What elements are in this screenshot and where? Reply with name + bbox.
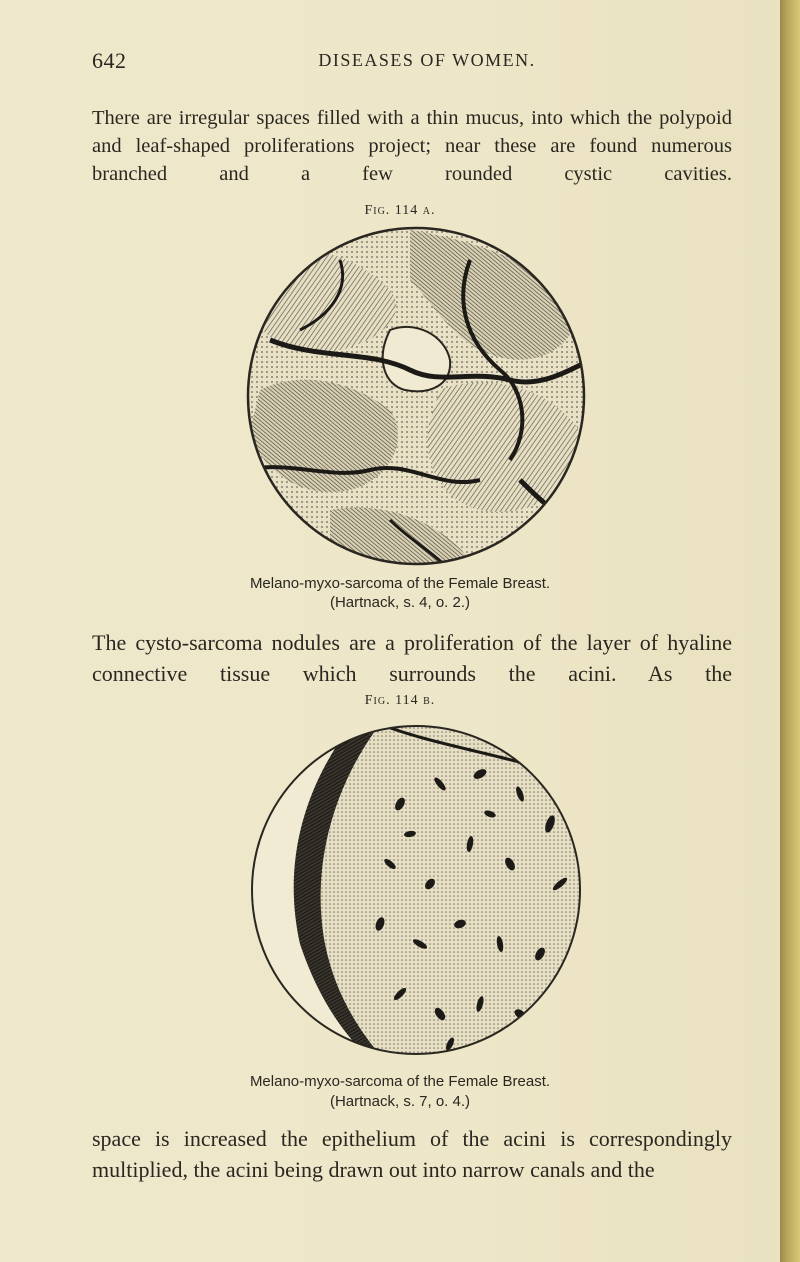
figure-b-label: Fig. 114 b.: [364, 693, 436, 708]
figure-a-caption-source: (Hartnack, s. 4, o. 2.): [329, 594, 471, 611]
figure-b-caption-source: (Hartnack, s. 7, o. 4.): [329, 1093, 471, 1110]
paragraph-2: The cysto-sarcoma nodules are a proliferation of the layer of hyaline connective tissue which surrounds the acini. As the: [92, 630, 732, 686]
figure-b-caption-title: Melano-myxo-sarcoma of the Female Breast.: [249, 1073, 551, 1090]
figure-a-label: Fig. 114 a.: [364, 203, 436, 218]
paragraph-1: There are irregular spaces filled with a thin mucus, into which the polypoid and leaf-shaped proliferations project; near these are found numerous branched and a few rounded cystic cavities.: [92, 107, 732, 185]
page-number: 642: [92, 48, 127, 73]
page-header: [92, 48, 732, 78]
paragraph-3: space is increased the epithelium of the acini is correspondingly multiplied, the acini being drawn out into narrow canals and the: [92, 1126, 732, 1182]
running-head: DISEASES OF WOMEN.: [318, 50, 536, 70]
figure-a-micrograph: [240, 220, 592, 572]
figure-b-micrograph: [240, 714, 592, 1066]
figure-a-caption-title: Melano-myxo-sarcoma of the Female Breast.: [249, 575, 551, 592]
